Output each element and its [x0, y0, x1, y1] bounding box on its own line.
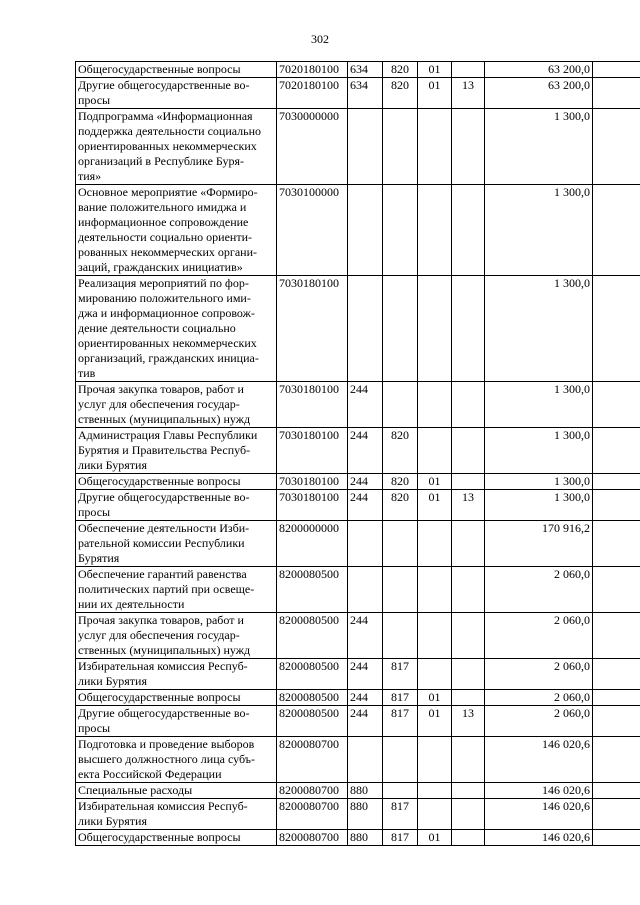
extra-cell [593, 490, 640, 521]
extra-cell [593, 737, 640, 783]
budget-table-body [76, 62, 640, 846]
subsection-code [452, 567, 485, 613]
section-code [418, 567, 452, 613]
amount: 1 300,0 [485, 428, 593, 474]
extra-cell [593, 690, 640, 706]
table-row [76, 490, 640, 521]
section-code: 01 [418, 490, 452, 521]
amount: 1 300,0 [485, 109, 593, 185]
expense-type-code: 244 [348, 690, 383, 706]
amount: 2 060,0 [485, 659, 593, 690]
amount: 1 300,0 [485, 276, 593, 382]
subsection-code [452, 830, 485, 846]
subsection-code [452, 474, 485, 490]
table-row [76, 382, 640, 428]
amount: 63 200,0 [485, 78, 593, 109]
expense-type-code: 880 [348, 799, 383, 830]
table-row [76, 567, 640, 613]
table-row [76, 428, 640, 474]
row-name: Специальные расходы [76, 783, 277, 799]
section-code [418, 613, 452, 659]
department-code [383, 567, 418, 613]
target-article-code: 8200080700 [277, 737, 348, 783]
row-name: Реализация мероприятий по фор- мированию положительного ими- джа и информационное сопровож- дение деятельности социально ориентированных некоммерческих организаций, гражданских инициа- тив [76, 276, 277, 382]
amount: 170 916,2 [485, 521, 593, 567]
row-name: Обеспечение деятельности Изби- рательной комиссии Республики Бурятия [76, 521, 277, 567]
subsection-code [452, 783, 485, 799]
target-article-code: 7020180100 [277, 78, 348, 109]
expense-type-code [348, 276, 383, 382]
row-name: Другие общегосударственные во- просы [76, 706, 277, 737]
table-row [76, 185, 640, 276]
extra-cell [593, 185, 640, 276]
section-code [418, 428, 452, 474]
expense-type-code: 634 [348, 78, 383, 109]
section-code [418, 799, 452, 830]
section-code [418, 276, 452, 382]
row-name: Другие общегосударственные во- просы [76, 490, 277, 521]
department-code: 817 [383, 659, 418, 690]
amount: 2 060,0 [485, 567, 593, 613]
table-row [76, 830, 640, 846]
department-code [383, 185, 418, 276]
target-article-code: 8200000000 [277, 521, 348, 567]
amount: 1 300,0 [485, 382, 593, 428]
target-article-code: 8200080500 [277, 567, 348, 613]
target-article-code: 7030180100 [277, 276, 348, 382]
target-article-code: 7030180100 [277, 428, 348, 474]
section-code: 01 [418, 62, 452, 78]
extra-cell [593, 659, 640, 690]
row-name: Администрация Главы Республики Бурятия и Правительства Респуб- лики Бурятия [76, 428, 277, 474]
section-code: 01 [418, 78, 452, 109]
target-article-code: 7020180100 [277, 62, 348, 78]
extra-cell [593, 62, 640, 78]
department-code: 820 [383, 428, 418, 474]
row-name: Обеспечение гарантий равенства политических партий при освеще- нии их деятельности [76, 567, 277, 613]
department-code [383, 783, 418, 799]
department-code: 817 [383, 799, 418, 830]
table-row [76, 474, 640, 490]
table-row [76, 78, 640, 109]
section-code [418, 185, 452, 276]
row-name: Основное мероприятие «Формиро- вание положительного имиджа и информационное сопровождение деятельности социально ориенти- рованных некоммерческих органи- заций, гражданских инициатив» [76, 185, 277, 276]
expense-type-code: 244 [348, 490, 383, 521]
expense-type-code: 244 [348, 428, 383, 474]
subsection-code [452, 276, 485, 382]
table-row [76, 659, 640, 690]
amount: 2 060,0 [485, 706, 593, 737]
table-row [76, 690, 640, 706]
row-name: Прочая закупка товаров, работ и услуг для обеспечения государ- ственных (муниципальных) нужд [76, 613, 277, 659]
amount: 2 060,0 [485, 613, 593, 659]
extra-cell [593, 799, 640, 830]
department-code: 820 [383, 474, 418, 490]
department-code: 820 [383, 78, 418, 109]
amount: 1 300,0 [485, 474, 593, 490]
section-code [418, 659, 452, 690]
amount: 146 020,6 [485, 783, 593, 799]
target-article-code: 8200080700 [277, 783, 348, 799]
target-article-code: 7030180100 [277, 474, 348, 490]
table-row [76, 62, 640, 78]
section-code [418, 521, 452, 567]
expense-type-code: 244 [348, 659, 383, 690]
expense-type-code: 880 [348, 830, 383, 846]
section-code: 01 [418, 706, 452, 737]
target-article-code: 8200080700 [277, 799, 348, 830]
table-row [76, 613, 640, 659]
department-code: 817 [383, 706, 418, 737]
expense-type-code: 244 [348, 474, 383, 490]
subsection-code [452, 690, 485, 706]
subsection-code: 13 [452, 490, 485, 521]
expense-type-code: 244 [348, 382, 383, 428]
row-name: Подпрограмма «Информационная поддержка деятельности социально ориентированных некоммерческих организаций в Республике Буря- тия» [76, 109, 277, 185]
section-code: 01 [418, 830, 452, 846]
extra-cell [593, 830, 640, 846]
target-article-code: 7030100000 [277, 185, 348, 276]
table-row [76, 109, 640, 185]
row-name: Общегосударственные вопросы [76, 474, 277, 490]
subsection-code [452, 659, 485, 690]
expense-type-code [348, 567, 383, 613]
amount: 146 020,6 [485, 830, 593, 846]
table-row [76, 276, 640, 382]
target-article-code: 8200080500 [277, 659, 348, 690]
target-article-code: 8200080500 [277, 706, 348, 737]
row-name: Прочая закупка товаров, работ и услуг для обеспечения государ- ственных (муниципальных) нужд [76, 382, 277, 428]
expense-type-code [348, 109, 383, 185]
section-code [418, 737, 452, 783]
target-article-code: 7030000000 [277, 109, 348, 185]
subsection-code [452, 428, 485, 474]
target-article-code: 7030180100 [277, 382, 348, 428]
extra-cell [593, 474, 640, 490]
target-article-code: 8200080500 [277, 613, 348, 659]
row-name: Другие общегосударственные во- просы [76, 78, 277, 109]
department-code: 820 [383, 62, 418, 78]
expense-type-code: 634 [348, 62, 383, 78]
amount: 146 020,6 [485, 799, 593, 830]
section-code [418, 109, 452, 185]
extra-cell [593, 78, 640, 109]
extra-cell [593, 567, 640, 613]
table-row [76, 706, 640, 737]
amount: 1 300,0 [485, 490, 593, 521]
subsection-code [452, 521, 485, 567]
budget-table [75, 61, 640, 846]
extra-cell [593, 613, 640, 659]
amount: 63 200,0 [485, 62, 593, 78]
extra-cell [593, 706, 640, 737]
row-name: Общегосударственные вопросы [76, 830, 277, 846]
subsection-code: 13 [452, 78, 485, 109]
subsection-code [452, 613, 485, 659]
extra-cell [593, 783, 640, 799]
table-row [76, 799, 640, 830]
expense-type-code [348, 521, 383, 567]
department-code [383, 276, 418, 382]
subsection-code [452, 737, 485, 783]
extra-cell [593, 521, 640, 567]
extra-cell [593, 276, 640, 382]
expense-type-code: 880 [348, 783, 383, 799]
row-name: Подготовка и проведение выборов высшего должностного лица субъ- екта Российской Федерации [76, 737, 277, 783]
row-name: Общегосударственные вопросы [76, 62, 277, 78]
section-code [418, 382, 452, 428]
department-code [383, 382, 418, 428]
department-code [383, 521, 418, 567]
row-name: Общегосударственные вопросы [76, 690, 277, 706]
target-article-code: 8200080700 [277, 830, 348, 846]
table-row [76, 783, 640, 799]
department-code [383, 613, 418, 659]
amount: 1 300,0 [485, 185, 593, 276]
expense-type-code [348, 737, 383, 783]
department-code: 817 [383, 690, 418, 706]
department-code: 820 [383, 490, 418, 521]
department-code: 817 [383, 830, 418, 846]
expense-type-code: 244 [348, 613, 383, 659]
table-row [76, 737, 640, 783]
expense-type-code [348, 185, 383, 276]
amount: 2 060,0 [485, 690, 593, 706]
row-name: Избирательная комиссия Респуб- лики Бурятия [76, 799, 277, 830]
extra-cell [593, 382, 640, 428]
subsection-code [452, 185, 485, 276]
section-code [418, 783, 452, 799]
subsection-code: 13 [452, 706, 485, 737]
target-article-code: 8200080500 [277, 690, 348, 706]
subsection-code [452, 382, 485, 428]
section-code: 01 [418, 690, 452, 706]
page-number: 302 [311, 32, 329, 46]
department-code [383, 737, 418, 783]
subsection-code [452, 62, 485, 78]
subsection-code [452, 799, 485, 830]
amount: 146 020,6 [485, 737, 593, 783]
table-row [76, 521, 640, 567]
subsection-code [452, 109, 485, 185]
department-code [383, 109, 418, 185]
section-code: 01 [418, 474, 452, 490]
target-article-code: 7030180100 [277, 490, 348, 521]
extra-cell [593, 109, 640, 185]
expense-type-code: 244 [348, 706, 383, 737]
row-name: Избирательная комиссия Респуб- лики Бурятия [76, 659, 277, 690]
extra-cell [593, 428, 640, 474]
